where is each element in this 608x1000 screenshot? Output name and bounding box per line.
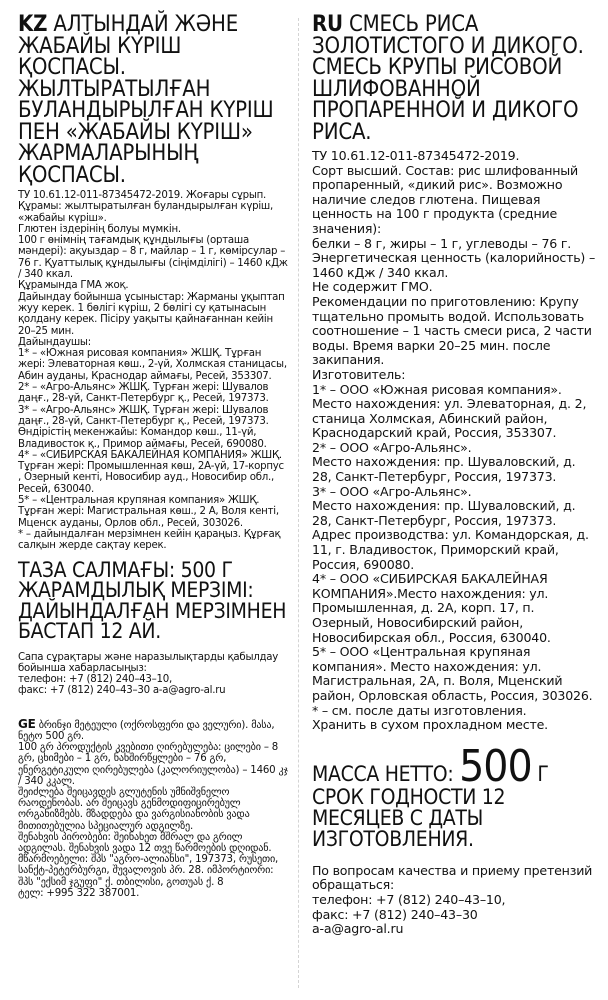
ge-body-line: ტელ: +995 322 387001.: [18, 887, 140, 899]
kz-body-line: Глютен іздерінің болуы мүмкін.: [18, 223, 181, 235]
kz-body-line: * – дайындалған мерзімнен кейін қараңыз. Құрғақ салқын жерде сақтау керек.: [18, 528, 281, 552]
kz-shelf-life: ЖАРАМДЫЛЫҚ МЕРЗІМІ: ДАЙЫНДАЛҒАН МЕРЗІМНЕН БАСТАП 12 АЙ.: [18, 578, 287, 643]
kz-body-line: 5* – «Центральная крупяная компания» ЖШҚ. Тұрған жері: Магистральная көш., 2 А, Воля кенті, Мценск ауданы, Орлов обл., Ресей, 303026.: [18, 495, 279, 529]
ru-body-line: * – см. после даты изготовления.: [312, 702, 527, 718]
ru-body-line: 3* – ООО «Агро-Альянс».: [312, 483, 472, 499]
ru-body-line: Место нахождения: пр. Шуваловский, д. 28, Санкт-Петербург, Россия, 197373.: [312, 454, 576, 485]
ru-contact-email: a-a@agro-al.ru: [312, 921, 404, 937]
kz-contacts: [18, 652, 288, 697]
ru-title: СМЕСЬ РИСА ЗОЛОТИСТОГО И ДИКОГО. СМЕСЬ КРУПЫ РИСОВОЙ ШЛИФОВАННОЙ ПРОПАРЕННОЙ И ДИКОГО РИСА.: [312, 12, 584, 145]
ge-language-code: GE: [18, 716, 36, 731]
kz-body-line: ТУ 10.61.12-011-87345472-2019. Жоғары сұрып. Құрамы: жылтыратылған буландырылған күріш, «жабайы күріш».: [18, 190, 273, 224]
ru-body-line: ТУ 10.61.12-011-87345472-2019.: [312, 148, 520, 163]
ru-body-line: Хранить в сухом прохладном месте.: [312, 717, 548, 733]
ru-body-line: Рекомендации по приготовлению: Крупу тщательно промыть водой. Использовать соотношение – 1 часть смеси риса, 2 части воды. Время варки 20–25 мин. после закипания.: [312, 293, 592, 368]
ru-body-line: Не содержит ГМО.: [312, 279, 433, 295]
ru-body-line: 5* – ООО «Центральная крупяная компания». Место нахождения: ул. Магистральная, 2А, п. Воля, Мценский район, Орловская область, Россия, 303026.: [312, 644, 593, 703]
kz-column: [18, 14, 288, 899]
ru-body-line: 2* – ООО «Агро-Альянс».: [312, 439, 472, 455]
ru-net-unit: Г: [537, 761, 549, 786]
ge-block: [18, 716, 288, 899]
kz-contact-phone: телефон: +7 (812) 240–43–10,: [18, 674, 172, 686]
ru-body-line: Сорт высший. Состав: рис шлифованный пропаренный, «дикий рис». Возможно наличие следов глютена. Пищевая ценность на 100 г продукта (средние значения):: [312, 162, 579, 236]
kz-body: [18, 190, 288, 552]
ru-language-code: RU: [312, 12, 343, 37]
ru-body-line: белки – 8 г, жиры – 1 г, углеводы – 76 г.: [312, 235, 572, 251]
ge-intro: ბრინჯი მეტეული (ოქროსფერი და ველური). მასა, ნეტო 500 გრ.: [18, 719, 275, 742]
ru-body-line: 1* – ООО «Южная рисовая компания». Место нахождения: ул. Элеваторная, д. 2, станица Холмская, Абинский район, Краснодарский край, Россия, 353307.: [312, 381, 587, 441]
kz-body-line: Құрамында ГМА жоқ.: [18, 280, 129, 292]
ru-contact-phone: телефон: +7 (812) 240–43–10,: [312, 891, 506, 907]
ge-body-line: შეიძლება შეიცავდეს გლუტენის უმნიშვნელო რაოდენობას. არ შეიცავს გენმოდიფიცირებულ ორგანიზმებს. მზადდება და ვარგისიანობის ვადა მითითებულია სპეციალურ ადგილზე.: [18, 786, 250, 832]
kz-contact-fax: факс: +7 (812) 240–43–30 a-a@agro-al.ru: [18, 685, 226, 697]
ge-body-line: შენახვის პირობები: შეინახეთ მშრალ და გრილ ადგილას. შენახვის ვადა 12 თვე წარმოების დღიდან.: [18, 831, 272, 854]
kz-body-line: 3* – «Агро-Альянс» ЖШҚ. Тұрған жері: Шувалов даңғ., 28-үй, Санкт-Петербург қ., Ресей, 197373. Өндірістің мекенжайы: Командор көш., 11-үй, Владивосток қ., Примор аймағы, Ресей, 690080.: [18, 404, 269, 450]
kz-title: АЛТЫНДАЙ ЖӘНЕ ЖАБАЙЫ КҮРІШ ҚОСПАСЫ. ЖЫЛТЫРАТЫЛҒАН БУЛАНДЫРЫЛҒАН КҮРІШ ПЕН «ЖАБАЙЫ КҮРІШ» ЖАРМАЛАРЫНЫҢ ҚОСПАСЫ.: [18, 12, 274, 188]
ru-column: [312, 14, 596, 937]
ru-body-line: 4* – ООО «СИБИРСКАЯ БАКАЛЕЙНАЯ КОМПАНИЯ».Место нахождения: ул. Промышленная, д. 2А, корп. 17, п. Озерный, Новосибирский район, Новосибирская обл., Россия, 630040.: [312, 571, 551, 645]
kz-heading: [18, 14, 288, 186]
ru-body: [312, 149, 596, 733]
ru-body-line: Изготовитель:: [312, 366, 406, 382]
ru-net-value: 500: [459, 740, 532, 792]
ru-net-mass: [312, 740, 596, 792]
kz-body-line: 4* – «СИБИРСКАЯ БАКАЛЕЙНАЯ КОМПАНИЯ» ЖШҚ. Тұрған жері: Промышленная көш, 2А-үй, 17-корпус , Озерный кенті, Новосибир ауд., Новосибир обл., Ресей, 630040.: [18, 449, 284, 495]
kz-language-code: KZ: [18, 12, 48, 37]
ru-heading: [312, 14, 596, 143]
ru-shelf-life: СРОК ГОДНОСТИ 12 МЕСЯЦЕВ С ДАТЫ ИЗГОТОВЛЕНИЯ.: [312, 784, 506, 851]
kz-net-mass: ТАЗА САЛМАҒЫ: 500 Г: [18, 557, 233, 582]
ru-contacts: [312, 864, 596, 937]
ge-body-line: 100 გრ პროდუქტის კვებითი ღირებულება: ცილები – 8 გრ, ცხიმები – 1 გრ, ნახშირწყლები – 76 გრ, ენერგეტიკული ღირებულება (კალორიულობა) – 1460 კჯ / 340 კკალ.: [18, 742, 288, 787]
kz-contact-line: Сапа сұрақтары және наразылықтарды қабылдау бойынша хабарласыңыз:: [18, 651, 279, 674]
ru-body-line: Энергетическая ценность (калорийность) – 1460 кДж / 340 ккал.: [312, 250, 596, 280]
ge-body-line: მწარმოებელი: შპს "აგრო-ალიანსი", 197373, რუსეთი, სანქტ-პეტერბურგი, შუვალოვის პრ. 28. იმპორტიორი: შპს "ექსიმ ჯგუფი" ქ. თბილისი, გოთუას ქ. 8: [18, 854, 279, 888]
kz-body-line: Дайындау бойынша ұсыныстар: Жарманы ұқыптап жуу керек. 1 бөлігі күріш, 2 бөлігі су қатынасын қолдану керек. Пісіру уақыты қайнағаннан кейін 20–25 мин.: [18, 291, 285, 337]
kz-body-line: Дайындаушы:: [18, 336, 91, 348]
ru-contact-line: По вопросам качества и приему претензий обращаться:: [312, 862, 593, 893]
ru-net-label: МАССА НЕТТО:: [312, 761, 454, 786]
ru-body-line: Место нахождения: пр. Шуваловский, д. 28, Санкт-Петербург, Россия, 197373. Адрес производства: ул. Командорская, д. 11, г. Владивосток, Приморский край, Россия, 690080.: [312, 498, 589, 572]
ru-contact-fax: факс: +7 (812) 240–43–30: [312, 906, 478, 922]
column-divider: [298, 18, 299, 988]
kz-body-line: 2* – «Агро-Альянс» ЖШҚ. Тұрған жері: Шувалов даңғ., 28-үй, Санкт-Петербург қ., Ресей, 197373.: [18, 382, 269, 405]
kz-body-line: 100 г өнімнің тағамдық құндылығы (орташа мәндері): ақуыздар – 8 г, майлар – 1 г, көмірсулар – 76 г. Қуаттылық құндылығы (сіңімділігі) – 1460 кДж / 340 ккал.: [18, 235, 288, 281]
kz-body-line: 1* – «Южная рисовая компания» ЖШҚ. Тұрған жері: Элеваторная көш., 2-үй, Холмская станицасы, Абин ауданы, Краснодар аймағы, Ресей, 353307.: [18, 348, 287, 382]
